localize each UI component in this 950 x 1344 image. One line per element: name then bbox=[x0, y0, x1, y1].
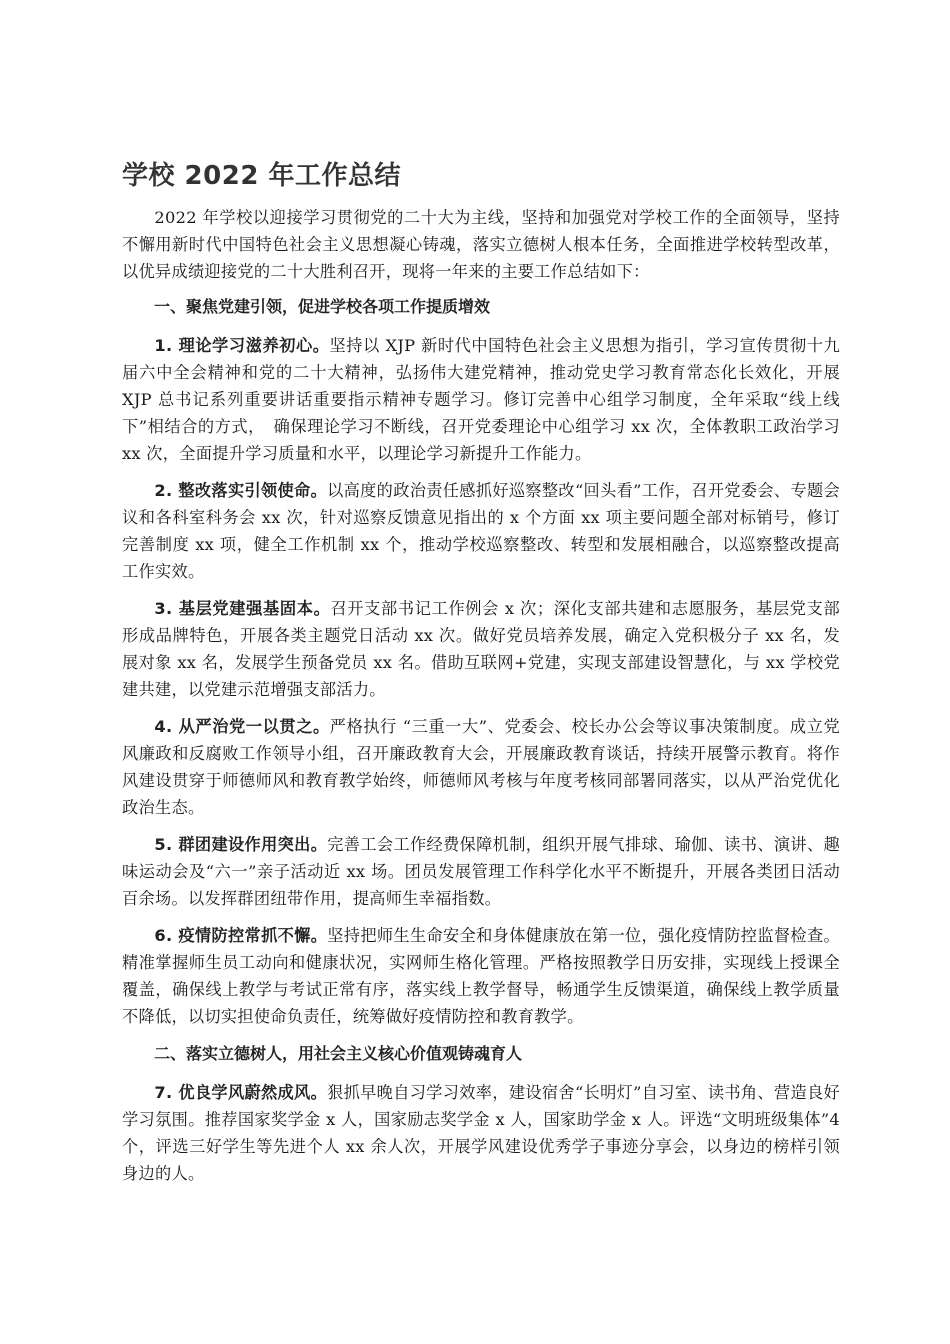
item-lead: 6. 疫情防控常抓不懈。 bbox=[154, 926, 328, 945]
item-lead: 1. 理论学习滋养初心。 bbox=[154, 336, 330, 355]
item-paragraph-2 bbox=[122, 477, 840, 585]
item-paragraph-5 bbox=[122, 831, 840, 912]
item-text: 完善工会工作经费保障机制，组织开展气排球、瑜伽、读书、演讲、趣味运动会及“六一”亲子活动近 xx 场。团员发展管理工作科学化水平不断提升，开展各类团日活动百余场。以发挥群团纽带作用，提高师生幸福指数。 bbox=[122, 835, 840, 908]
item-text: 狠抓早晚自习学习效率，建设宿舍“长明灯”自习室、读书角、营造良好学习氛围。推荐国家奖学金 x 人，国家励志奖学金 x 人，国家助学金 x 人。评选“文明班级集体”4 个，评选三好学生等先进个人 xx 余人次，开展学风建设优秀学子事迹分享会，以身边的榜样引领身边的人。 bbox=[122, 1083, 840, 1183]
item-text: 坚持以 XJP 新时代中国特色社会主义思想为指引，学习宣传贯彻十九届六中全会精神和党的二十大精神，弘扬伟大建党精神，推动党史学习教育常态化长效化，开展 XJP 总书记系列重要讲话重要指示精神专题学习。修订完善中心组学习制度，全年采取“线上线下”相结合的方式， 确保理论学习不断线，召开党委理论中心组学习 xx 次，全体教职工政治学习 xx 次，全面提升学习质量和水平，以理论学习新提升工作能力。 bbox=[122, 336, 840, 463]
section-heading-1: 一、聚焦党建引领，促进学校各项工作提质增效 bbox=[154, 297, 491, 316]
item-lead: 3. 基层党建强基固本。 bbox=[154, 599, 331, 618]
item-text: 召开支部书记工作例会 x 次；深化支部共建和志愿服务，基层党支部形成品牌特色，开展各类主题党日活动 xx 次。做好党员培养发展，确定入党积极分子 xx 名，发展对象 xx 名，发展学生预备党员 xx 名。借助互联网+党建，实现支部建设智慧化，与 xx 学校党建共建，以党建示范增强支部活力。 bbox=[122, 599, 840, 699]
document-title: 学校 2022 年工作总结 bbox=[122, 161, 401, 191]
intro-paragraph: 2022 年学校以迎接学习贯彻党的二十大为主线，坚持和加强党对学校工作的全面领导，坚持不懈用新时代中国特色社会主义思想凝心铸魂，落实立德树人根本任务，全面推进学校转型改革，以优异成绩迎接党的二十大胜利召开，现将一年来的主要工作总结如下： bbox=[122, 208, 840, 281]
item-paragraph-6 bbox=[122, 922, 840, 1030]
item-lead: 5. 群团建设作用突出。 bbox=[154, 835, 328, 854]
item-paragraph-4 bbox=[122, 713, 840, 821]
section-heading-2: 二、落实立德树人，用社会主义核心价值观铸魂育人 bbox=[154, 1044, 523, 1063]
item-text: 严格执行 “三重一大”、党委会、校长办公会等议事决策制度。成立党风廉政和反腐败工作领导小组，召开廉政教育大会，开展廉政教育谈话，持续开展警示教育。将作风建设贯穿于师德师风和教育教学始终，师德师风考核与年度考核同部署同落实，以从严治党优化政治生态。 bbox=[122, 717, 841, 817]
item-lead: 2. 整改落实引领使命。 bbox=[154, 481, 328, 500]
item-text: 坚持把师生生命安全和身体健康放在第一位，强化疫情防控监督检查。精准掌握师生员工动向和健康状况，实网师生格化管理。严格按照教学日历安排，实现线上授课全覆盖，确保线上教学与考试正常有序，落实线上教学督导，畅通学生反馈渠道，确保线上教学质量不降低，以切实担使命负责任，统筹做好疫情防控和教育教学。 bbox=[122, 926, 840, 1026]
item-paragraph-1 bbox=[122, 332, 840, 467]
item-paragraph-7 bbox=[122, 1079, 840, 1187]
document-page bbox=[122, 150, 840, 1197]
item-lead: 4. 从严治党一以贯之。 bbox=[154, 717, 330, 736]
item-text: 以高度的政治责任感抓好巡察整改“回头看”工作，召开党委会、专题会议和各科室科务会 xx 次，针对巡察反馈意见指出的 x 个方面 xx 项主要问题全部对标销号，修订完善制度 xx 项，健全工作机制 xx 个，推动学校巡察整改、转型和发展相融合，以巡察整改提高工作实效。 bbox=[122, 481, 840, 581]
item-lead: 7. 优良学风蔚然成风。 bbox=[154, 1083, 328, 1102]
item-paragraph-3 bbox=[122, 595, 840, 703]
